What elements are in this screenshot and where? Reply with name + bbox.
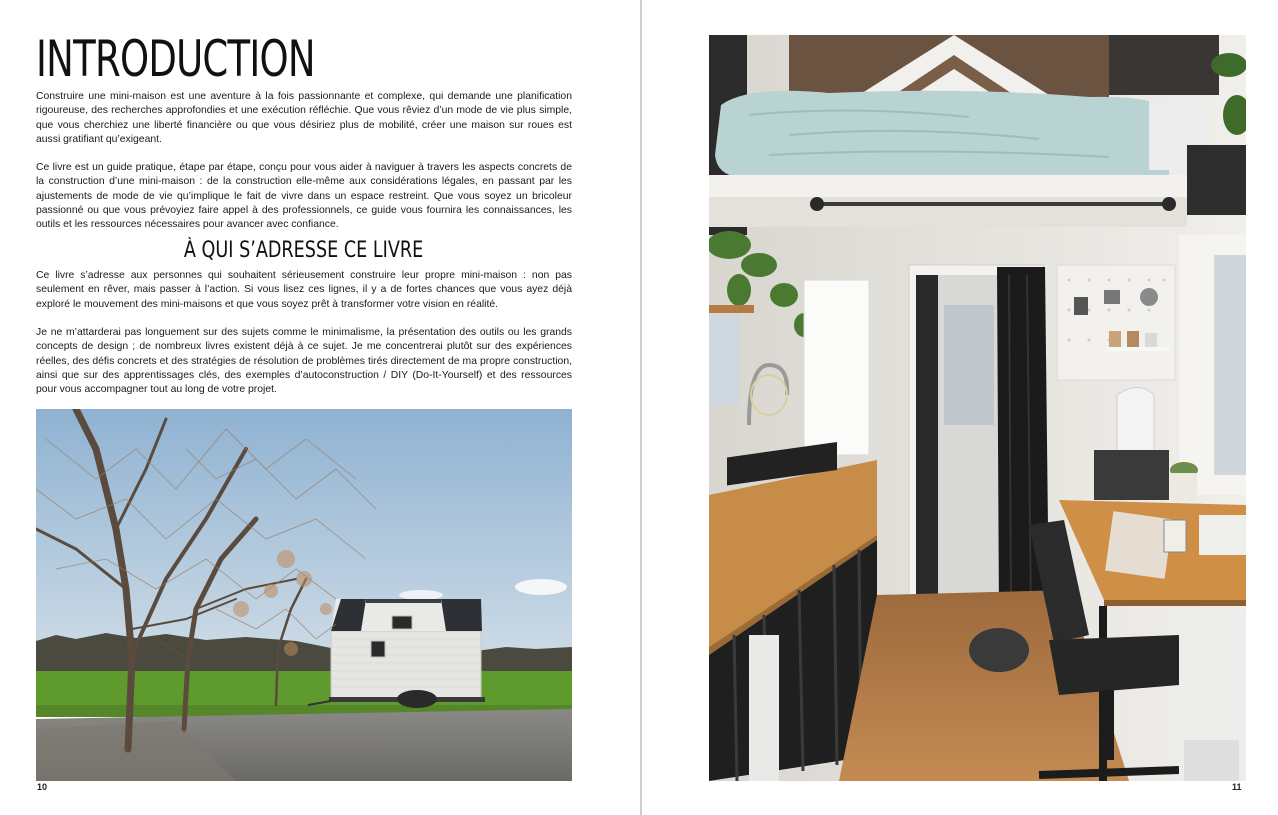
page-number-right: 11 <box>1232 782 1242 792</box>
intro-paragraph-2: Ce livre est un guide pratique, étape par étape, conçu pour vous aider à naviguer à travers les aspects concrets de la construction d’une mini-maison : de la construction elle-même aux considérations légales, en passant par les ajustements de mode de vie qu’implique le fait de vivre dans un espace restreint. Que vous soyez un bricoleur passionné ou que vous prévoyiez faire appel à des professionnels, ce guide vous fournira les connaissances, les outils et les ressources nécessaires pour avancer avec confiance. <box>36 162 572 231</box>
page-title: INTRODUCTION <box>36 30 315 88</box>
tiny-house-exterior-photo <box>36 409 572 781</box>
section-heading <box>36 238 572 264</box>
tiny-house-interior-photo <box>709 35 1246 781</box>
page-number-left: 10 <box>37 782 48 792</box>
right-page <box>642 0 1278 815</box>
audience-paragraph-1: Ce livre s’adresse aux personnes qui souhaitent sérieusement construire leur propre mini-maison : non pas seulement en rêver, mais passer à l’action. Si vous lisez ces lignes, il y a de fortes chances que vous ayez déjà exploré le mouvement des mini-maisons et que vous soyez prêt à transformer votre vision en réalité. <box>36 270 572 310</box>
section-heading-text: À QUI S’ADRESSE CE LIVRE <box>184 238 424 263</box>
tiny-house-illustration <box>308 599 485 708</box>
audience-paragraph-2: Je ne m’attarderai pas longuement sur des sujets comme le minimalisme, la présentation des outils ou les grands concepts de design ; de nombreux livres existent déjà à ce sujet. Je me concentrerai plutôt sur des expériences réelles, des défis concrets et des stratégies de résolution de problèmes tirés directement de ma propre construction, ainsi que sur des apprentissages clés, des exemples d’autoconstruction / DIY (Do-It-Yourself) et des ressources pour vous accompagner tout au long de votre projet. <box>36 327 572 396</box>
intro-paragraph-1: Construire une mini-maison est une aventure à la fois passionnante et complexe, qui demande une planification rigoureuse, des recherches approfondies et une exécution réfléchie. Que vous rêviez d’un mode de vie plus simple, que vous cherchiez une liberté financière ou que vous désiriez plus de mobilité, créer une maison sur roues est aussi gratifiant qu’exigeant. <box>36 91 572 145</box>
